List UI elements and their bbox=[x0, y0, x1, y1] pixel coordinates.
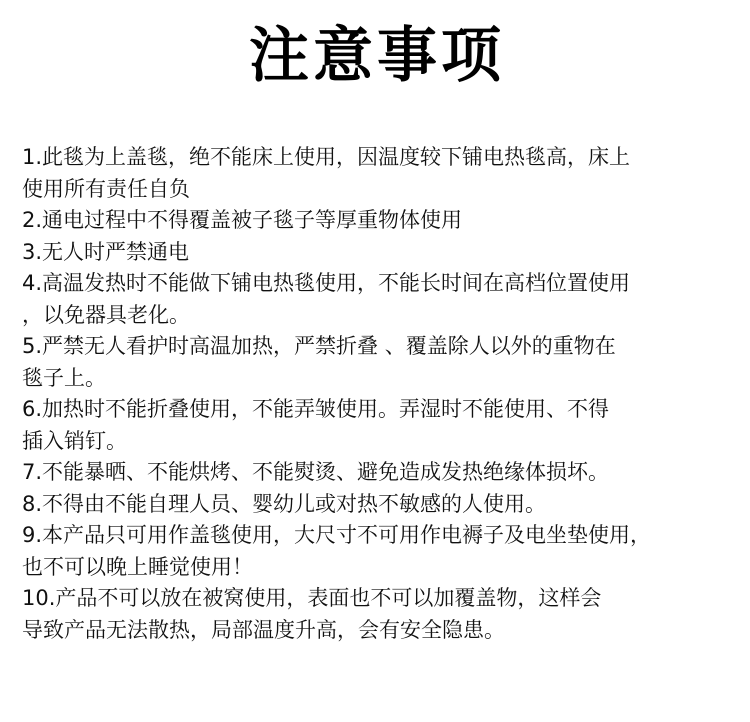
notice-item-3: 3.无人时严禁通电 bbox=[22, 239, 190, 264]
notice-list bbox=[22, 142, 732, 646]
notice-item-10: 10.产品不可以放在被窝使用，表面也不可以加覆盖物，这样会 导致产品无法散热，局部温度升高，会有安全隐患。 bbox=[22, 586, 602, 642]
notice-item-1: 1.此毯为上盖毯，绝不能床上使用，因温度较下铺电热毯高，床上 使用所有责任自负 bbox=[22, 145, 631, 201]
notice-item-4: 4.高温发热时不能做下铺电热毯使用，不能长时间在高档位置使用 ，以免器具老化。 bbox=[22, 271, 631, 327]
notice-item-6: 6.加热时不能折叠使用，不能弄皱使用。弄湿时不能使用、不得 插入销钉。 bbox=[22, 397, 610, 453]
notice-item-9: 9.本产品只可用作盖毯使用，大尺寸不可用作电褥子及电坐垫使用， 也不可以晚上睡觉使用！ bbox=[22, 523, 652, 579]
notice-item-8: 8.不得由不能自理人员、婴幼儿或对热不敏感的人使用。 bbox=[22, 491, 547, 516]
notice-item-5: 5.严禁无人看护时高温加热，严禁折叠 、覆盖除人以外的重物在 毯子上。 bbox=[22, 334, 616, 390]
notice-item-7: 7.不能暴晒、不能烘烤、不能熨烫、避免造成发热绝缘体损坏。 bbox=[22, 460, 610, 484]
notice-item-2: 2.通电过程中不得覆盖被子毯子等厚重物体使用 bbox=[22, 208, 463, 232]
page-title: 注意事项 bbox=[249, 21, 505, 91]
